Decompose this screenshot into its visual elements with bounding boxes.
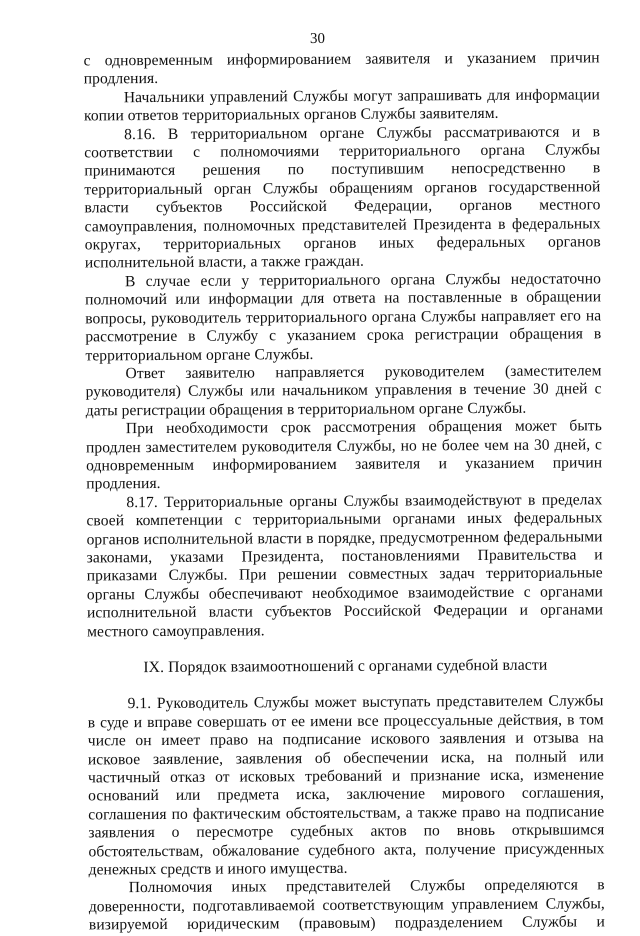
document-body: [84, 49, 605, 935]
paragraph-continuation: с одновременным информированием заявителя и указанием причин продления.: [83, 49, 600, 88]
paragraph-reply-deadline: Ответ заявителю направляется руководителем (заместителем руководителя) Службы или начальником управления в течение 30 дней с даты регистрации обращения в территориальном органе Службы.: [85, 362, 602, 420]
paragraph-heads-requests: Начальники управлений Службы могут запрашивать для информации копии ответов территориальных органов Службы заявителям.: [83, 86, 600, 125]
paragraph-8-17: 8.17. Территориальные органы Службы взаимодействуют в пределах своей компетенции с территориальными органами иных федеральных органов исполнительной власти в порядке, предусмотренном федеральными законами, указами Президента, постановлениями Правительства и приказами Службы. При решении совместных задач территориальные органы Службы обеспечивают необходимое взаимодействие с органами исполнительной власти субъектов Российской Федерации и органами местного самоуправления.: [86, 491, 604, 641]
paragraph-8-16: 8.16. В территориальном органе Службы рассматриваются и в соответствии с полномочиями территориального органа Службы принимаются решения по поступившим непосредственно в территориальный орган Службы обращениям органов государственной власти субъектов Российской Федерации, органов местного самоуправления, полномочных представителей Президента в федеральных округах, территориальных органов иных федеральных органов исполнительной власти, а также граждан.: [84, 122, 601, 272]
page-number: 30: [309, 30, 326, 48]
paragraph-9-1: 9.1. Руководитель Службы может выступать представителем Службы в суде и вправе совершать от ее имени все процессуальные действия, в том числе он имеет право на подписание искового заявления и отзыва на исковое заявление, заявления об обеспечении иска, на полный или частичный отказ от исковых требований и признание иска, изменение оснований или предмета иска, заключение мирового соглашения, соглашения по фактическим обстоятельствам, а также право на подписание заявления о пересмотре судебных актов по вновь открывшимся обстоятельствам, обжалование судебного акта, получение присужденных денежных средств и иного имущества.: [87, 692, 605, 879]
paragraph-representatives: Полномочия иных представителей Службы определяются в доверенности, подготавливаемой соответствующим управлением Службы, визируемой юридическим (правовым) подразделением Службы и: [88, 876, 605, 934]
paragraph-extension: При необходимости срок рассмотрения обращения может быть продлен заместителем руководителя Службы, но не более чем на 30 дней, с одновременным информированием заявителя и указанием причин продления.: [85, 417, 603, 493]
paragraph-insufficient-powers: В случае если у территориального органа Службы недостаточно полномочий или информации для ответа на поставленные в обращении вопросы, руководитель территориального органа Службы направляет его на рассмотрение в Службу с указанием срока регистрации обращения в территориальном органе Службы.: [85, 270, 602, 364]
section-heading: IX. Порядок взаимоотношений с органами судебной власти: [143, 656, 548, 677]
